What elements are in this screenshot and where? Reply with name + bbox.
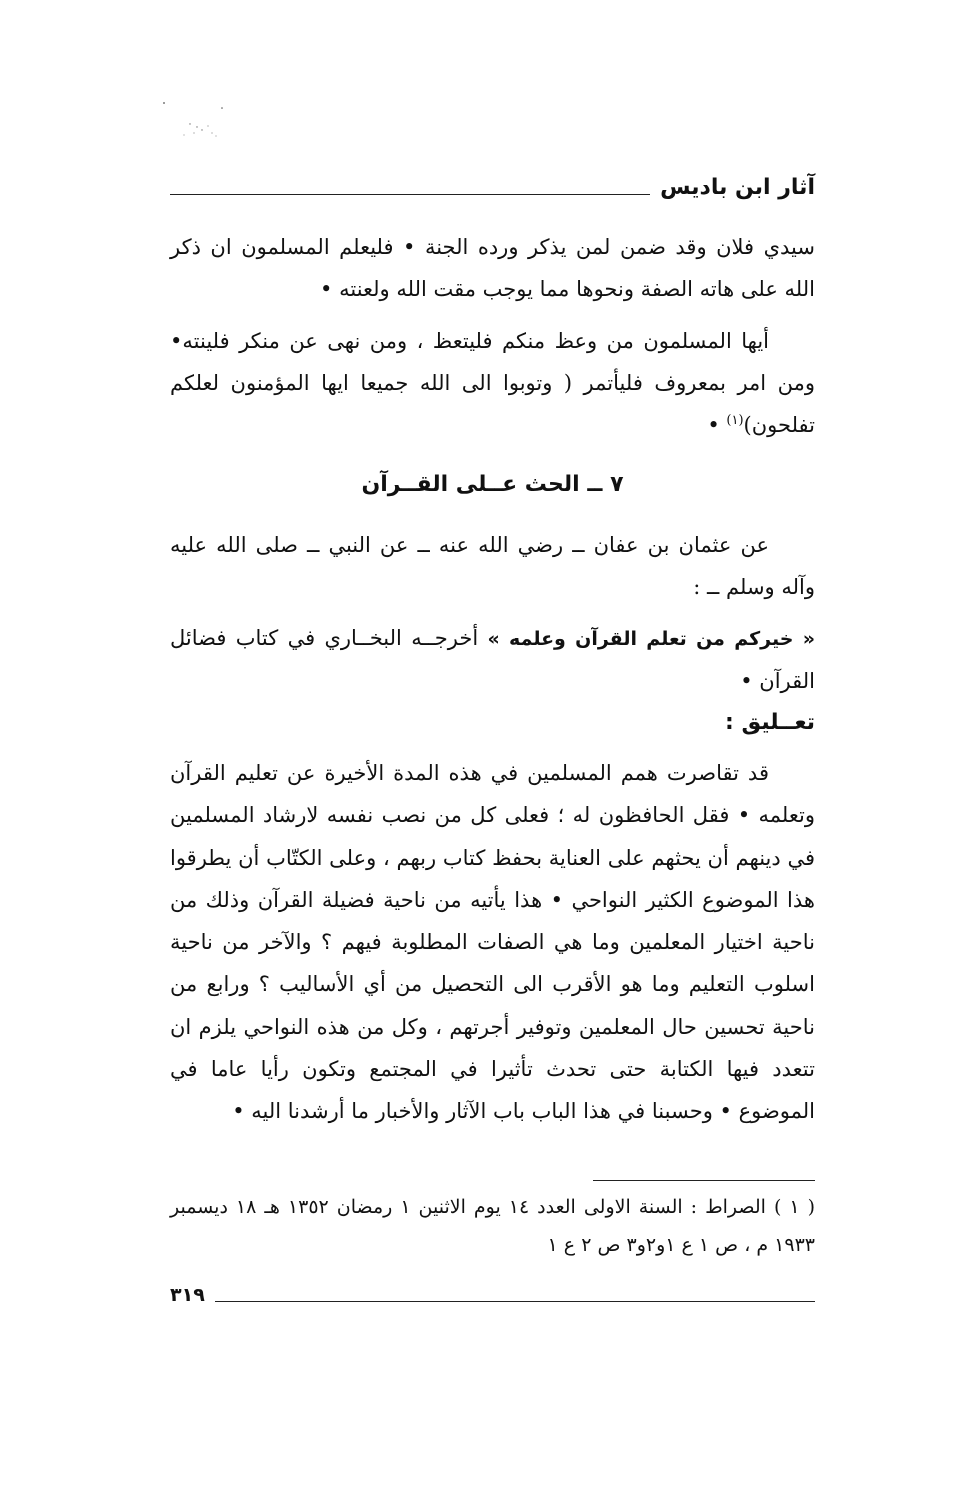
hadith-text — [170, 617, 815, 702]
commentary-paragraph — [170, 752, 815, 1133]
footnote-reference: (١) — [726, 413, 744, 428]
footnote-text: ( ١ ) الصراط : السنة الاولى العدد ١٤ يوم الاثنين ١ رمضان ١٣٥٢ هـ ١٨ ديسمبر ١٩٣٣ م ، ص ١ ع ١و٢و٣ ص ٢ ع ١ — [170, 1196, 816, 1256]
hadith-chain-text: عن عثمان بن عفان ــ رضي الله عنه ــ عن النبي ــ صلى الله عليه وآله وسلم ــ : — [170, 533, 815, 599]
page-number: ٣١٩ — [170, 1284, 205, 1306]
footer-rule — [215, 1301, 815, 1302]
paragraph-2-body — [170, 320, 815, 446]
paragraph-1-text: سيدي فلان وقد ضمن لمن يذكر ورده الجنة • فليعلم المسلمون ان ذكر الله على هاته الصفة ونحوها مما يوجب مقت الله ولعنته • — [170, 235, 815, 301]
paragraph-2-text: أيها المسلمون من وعظ منكم فليتعظ ، ومن نهى عن منكر فلينته• ومن امر بمعروف فليأتمر ( وتوبوا الى الله جميعا ايها المؤمنون لعلكم تفلحون) — [170, 329, 815, 437]
section-heading: ٧ ــ الحث عــلى القــرآن — [361, 472, 624, 497]
header-rule — [170, 194, 650, 195]
paragraph-1 — [170, 226, 815, 310]
paragraph-2-end: • — [707, 413, 727, 437]
comment-heading: تعــليق : — [725, 710, 815, 735]
paragraph-2 — [170, 320, 815, 446]
footnote-separator — [593, 1180, 815, 1181]
hadith-source: أخرجــه البخــاري في كتاب فضائل القرآن • — [170, 626, 815, 693]
commentary-text: قد تقاصرت همم المسلمين في هذه المدة الأخيرة عن تعليم القرآن وتعلمه • فقل الحافظون له ؛ فعلى كل من نصب نفسه لارشاد المسلمين في دينهم أن يحثهم على العناية بحفظ كتاب ربهم ، وعلى الكتّاب أن يطرقوا هذا الموضوع الكثير النواحي • هذا يأتيه من ناحية فضيلة القرآن وذلك من ناحية اختيار المعلمين وما هي الصفات المطلوبة فيهم ؟ والآخر من ناحية اسلوب التعليم وما هو الأقرب الى التحصيل من أي الأساليب ؟ ورابع من ناحية تحسين حال المعلمين وتوفير أجرتهم ، وكل من هذه النواحي يلزم ان تتعدد فيها الكتابة حتى تحدث تأثيرا في المجتمع وتكون رأيا عاما في الموضوع • وحسبنا في هذا الباب باب الآثار والأخبار ما أرشدنا اليه • — [170, 761, 815, 1124]
footnote — [170, 1188, 815, 1264]
hadith-body — [170, 617, 815, 702]
hadith-chain — [170, 524, 815, 608]
running-header — [170, 168, 815, 202]
page-footer — [170, 1278, 815, 1308]
print-specks — [150, 100, 230, 140]
hadith-quote: « خيركم من تعلم القرآن وعلمه » — [487, 628, 815, 650]
header-title: آثار ابن باديس — [660, 175, 815, 200]
